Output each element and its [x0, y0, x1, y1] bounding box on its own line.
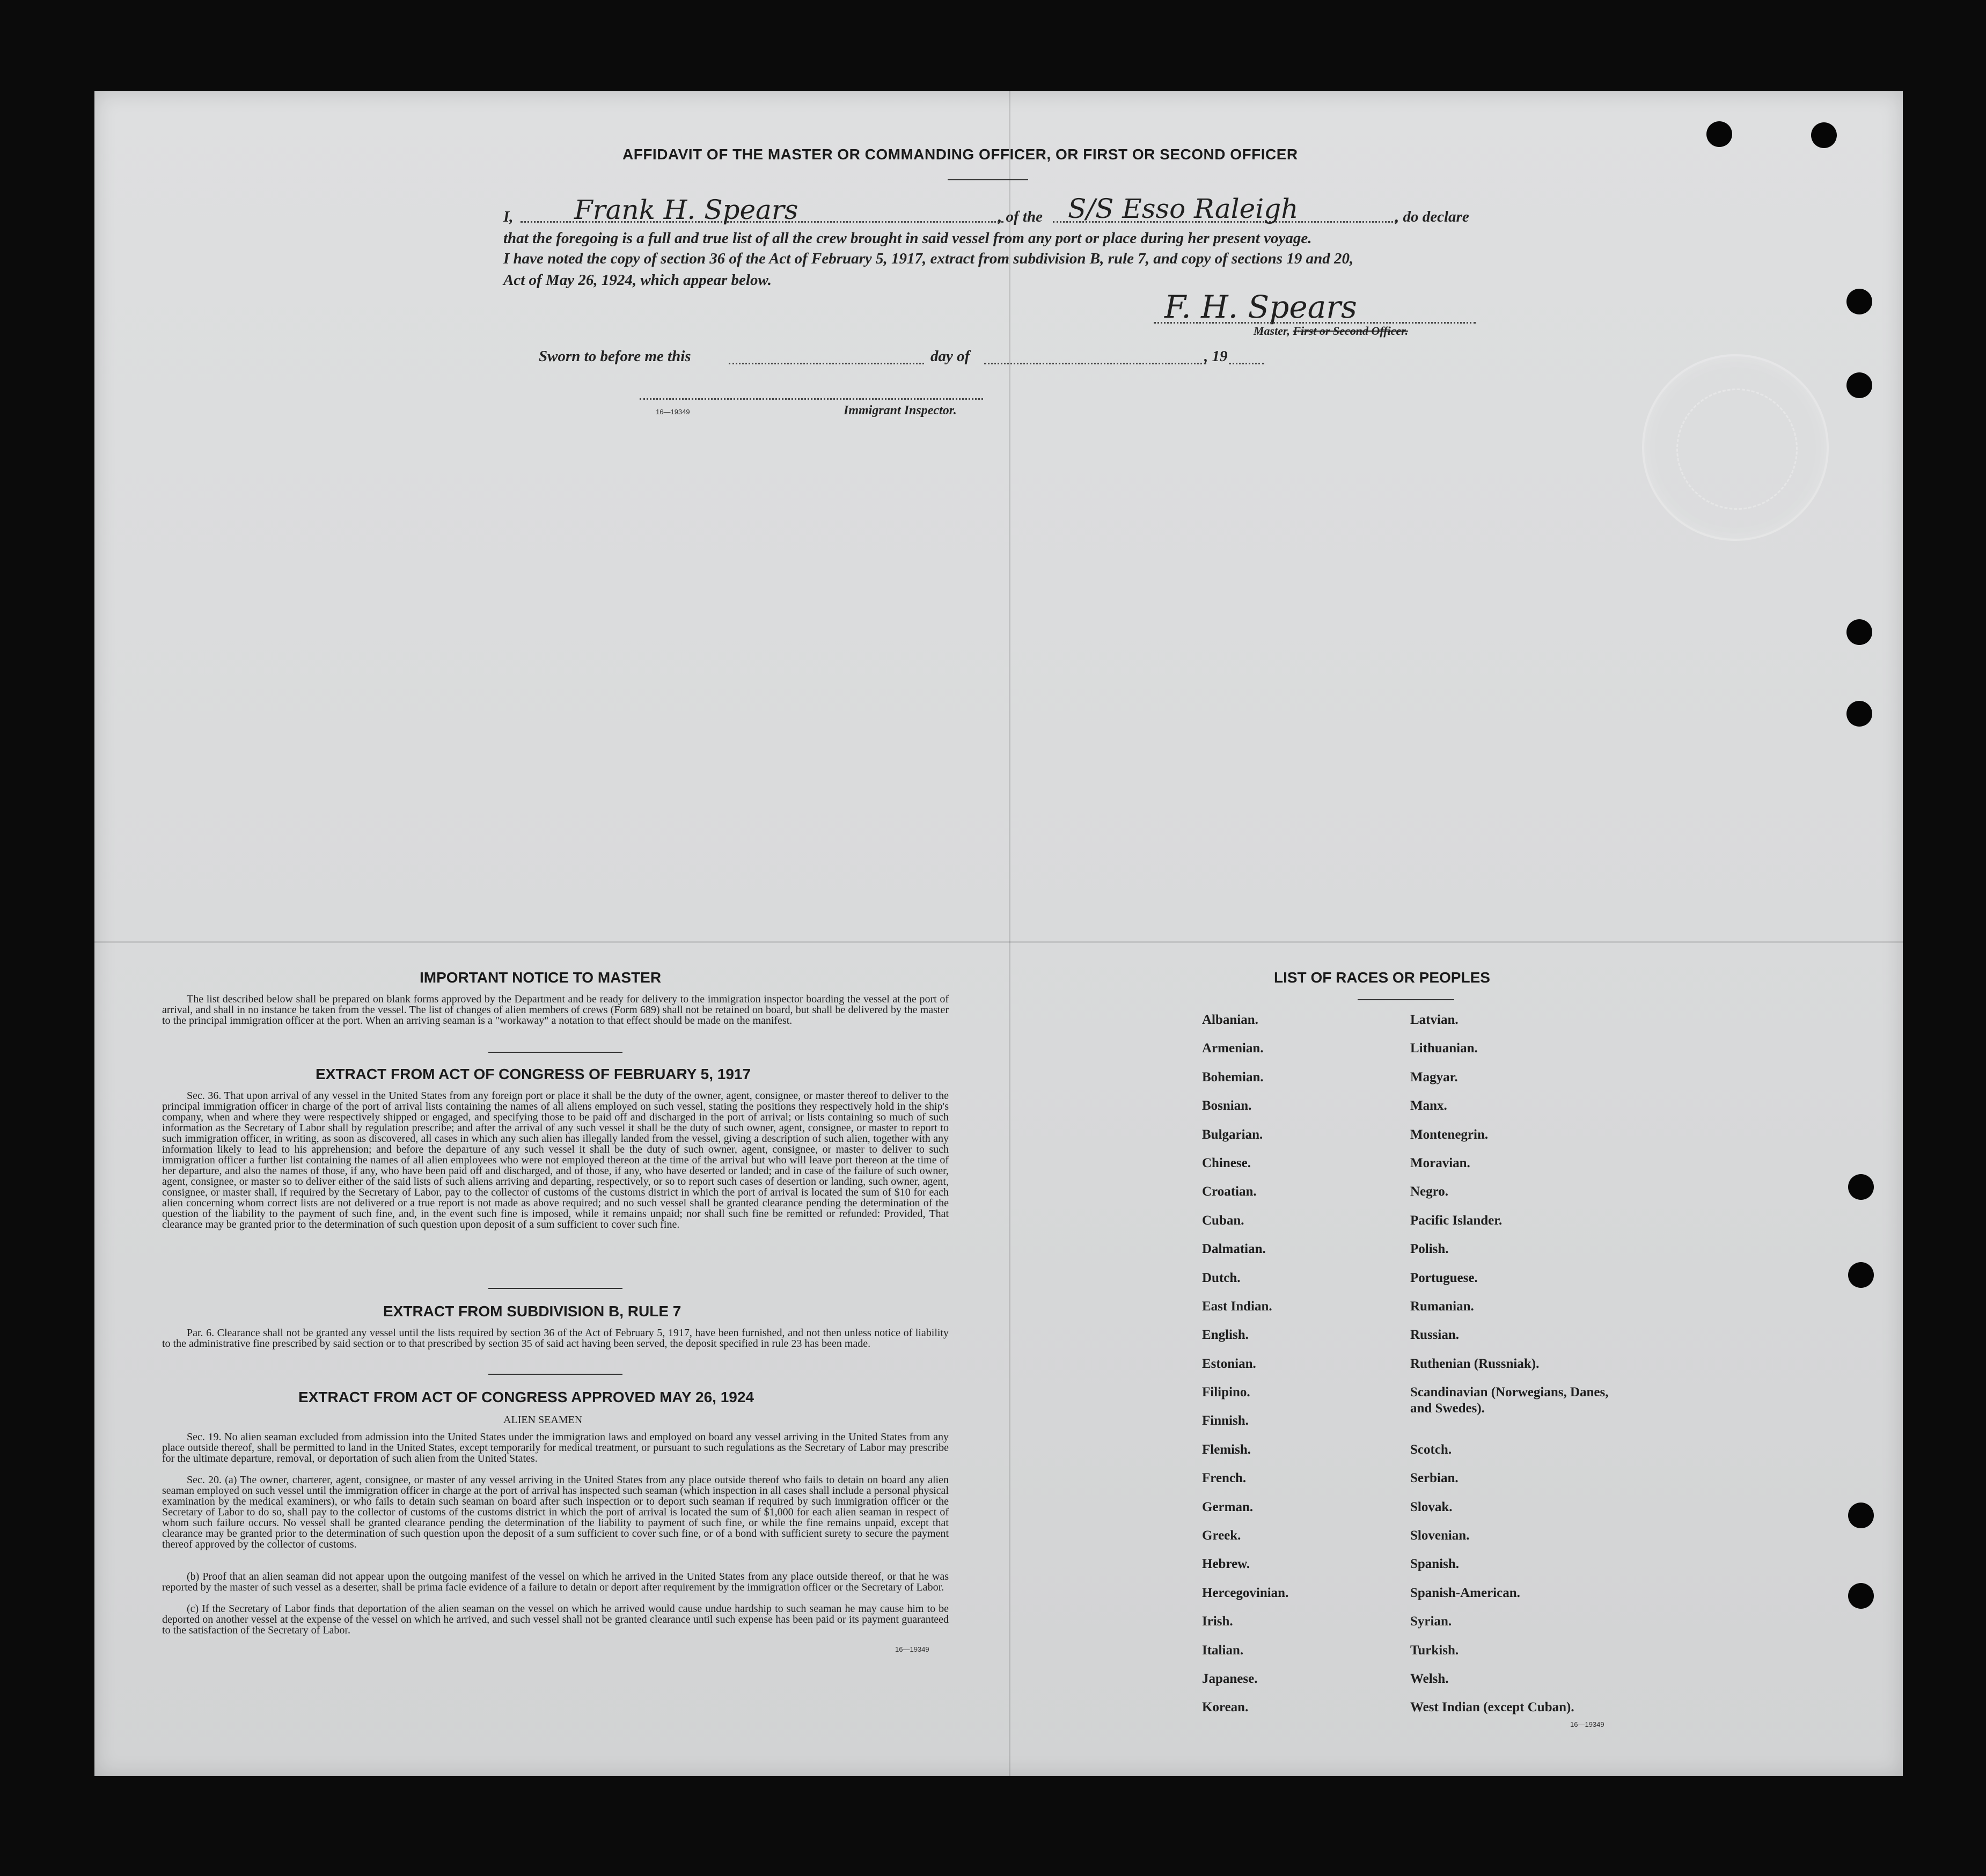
race-item: Scotch. — [1410, 1442, 1452, 1457]
race-item: Serbian. — [1410, 1471, 1459, 1486]
signature: F. H. Spears — [1164, 289, 1357, 325]
race-item: Dutch. — [1202, 1270, 1241, 1285]
race-item: Chinese. — [1202, 1155, 1251, 1170]
race-item: Welsh. — [1410, 1672, 1449, 1686]
race-item: Magyar. — [1410, 1069, 1458, 1084]
affidavit-line4: Act of May 26, 1924, which appear below. — [503, 272, 772, 289]
race-item: Filipino. — [1202, 1385, 1250, 1400]
race-item: Lithuanian. — [1410, 1041, 1478, 1056]
race-item: Cuban. — [1202, 1213, 1244, 1228]
race-item: Syrian. — [1410, 1614, 1452, 1629]
affidavit-line2: that the foregoing is a full and true list of all the crew brought in said vessel from any port or place during her present voyage. — [503, 230, 1312, 247]
signer-name-handwritten: Frank H. Spears — [574, 194, 798, 225]
sworn-day: day of — [930, 348, 970, 365]
race-item: Estonian. — [1202, 1356, 1256, 1371]
race-item: Polish. — [1410, 1242, 1449, 1257]
races-form-number: 16—19349 — [1570, 1720, 1604, 1728]
race-item: Croatian. — [1202, 1184, 1257, 1199]
race-item: Spanish. — [1410, 1557, 1460, 1572]
alien-seamen-subtitle: ALIEN SEAMEN — [503, 1414, 583, 1426]
race-item: Turkish. — [1410, 1643, 1459, 1658]
punch-hole — [1848, 1262, 1874, 1288]
sec-20b-text: (b) Proof that an alien seaman did not appear upon the outgoing manifest of the vessel on which he arrived in the United States from any place outside thereof, or that he was reported by the master of such vessel as a deserter, shall be prima facie evidence of a failure to detain or deport after requirement by the immigration officer or the Secretary of Labor. — [162, 1571, 949, 1593]
master-text: Master, — [1254, 324, 1290, 338]
punch-hole — [1706, 121, 1732, 147]
vessel-name-handwritten: S/S Esso Raleigh — [1068, 193, 1299, 224]
notice-title: IMPORTANT NOTICE TO MASTER — [420, 969, 662, 986]
embossed-seal — [1642, 354, 1829, 541]
race-item: Finnish. — [1202, 1413, 1249, 1428]
punch-hole — [1846, 619, 1872, 645]
race-item: Bohemian. — [1202, 1069, 1264, 1084]
race-item: Greek. — [1202, 1528, 1241, 1543]
subdivision-b-text: Par. 6. Clearance shall not be granted any vessel until the lists required by section 36 of the Act of February 5, 1917, have been furnished, and not then unless notice of liability to the administrative fine prescribed by said section or to that prescribed by section 35 of said act having been served, the deposit specified in rule 23 has been made. — [162, 1327, 949, 1350]
extract-1924-title: EXTRACT FROM ACT OF CONGRESS APPROVED MAY 26, 1924 — [298, 1389, 754, 1405]
races-title: LIST OF RACES OR PEOPLES — [1274, 969, 1490, 986]
race-item: Montenegrin. — [1410, 1127, 1489, 1142]
race-item: Bulgarian. — [1202, 1127, 1263, 1142]
punch-hole — [1811, 122, 1837, 148]
race-item: Irish. — [1202, 1614, 1233, 1629]
race-item: French. — [1202, 1471, 1247, 1486]
race-item: Korean. — [1202, 1700, 1249, 1715]
line1-mid: , of the — [998, 208, 1043, 225]
races-right-column — [1410, 1012, 1636, 1728]
race-item: Japanese. — [1202, 1671, 1258, 1686]
race-item: German. — [1202, 1499, 1254, 1514]
race-item: Pacific Islander. — [1410, 1213, 1503, 1228]
punch-hole — [1848, 1503, 1874, 1528]
race-item: Hebrew. — [1202, 1557, 1250, 1572]
sec-20c-text: (c) If the Secretary of Labor finds that deportation of the alien seaman on the vessel on which he arrived would cause undue hardship to such seaman he may cause him to be deported on another vessel at the expense of the vessel on which he arrived, and such vessel shall not be granted clearance until such expense has been paid or its payment guaranteed to the satisfaction of the Secretary of Labor. — [162, 1603, 949, 1636]
race-item: Slovak. — [1410, 1499, 1453, 1514]
race-item: Rumanian. — [1410, 1299, 1474, 1314]
race-item: Bosnian. — [1202, 1098, 1252, 1113]
inspector-label: Immigrant Inspector. — [844, 404, 957, 417]
officer-struck-text: First or Second Officer. — [1293, 324, 1409, 338]
sec-19-text: Sec. 19. No alien seaman excluded from admission into the United States under the immigration laws and employed on board any vessel arriving in the United States from any place outside thereof, shall be permitted to land in the United States, except temporarily for medical treatment, or pursuant to such regulations as the Secretary of Labor may prescribe for the ultimate departure, removal, or deportation of such alien from the United States. — [162, 1431, 949, 1464]
race-item: Negro. — [1410, 1184, 1449, 1199]
subdivision-b-title: EXTRACT FROM SUBDIVISION B, RULE 7 — [383, 1303, 681, 1320]
horizontal-fold — [94, 941, 1903, 943]
punch-hole — [1848, 1174, 1874, 1200]
sec-20a-text: Sec. 20. (a) The owner, charterer, agent, consignee, or master of any vessel arriving in the United States from any place outside thereof who fails to detain on board any alien seaman employed on such vessel until the immigration officer in charge at the port of arrival has inspected such seaman (which inspection in all cases shall include a personal physical examination by the medical examiners), or who fails to detain such seaman on board after such inspection or to deport such seaman if required by such immigration officer or the Secretary of Labor to do so, shall pay to the collector of customs of the customs district in which the port of arrival is located the sum of $1,000 for each alien seaman in respect of whom such failure occurs. No vessel shall be granted clearance pending the determination of the liability to payment of such fine, or while the fine remains unpaid, except that clearance may be granted prior to the determination of such question upon the deposit of a sum sufficient to cover such fine, or of a bond with sufficient surety to secure the payment thereof approved by the collector of customs. — [162, 1474, 949, 1550]
race-item: Ruthenian (Russniak). — [1410, 1356, 1540, 1371]
race-item: Manx. — [1410, 1098, 1447, 1113]
extract-1917-title: EXTRACT FROM ACT OF CONGRESS OF FEBRUARY 5, 1917 — [316, 1066, 751, 1082]
race-item: Scandinavian (Norwegians, Danes, and Swedes). — [1410, 1385, 1609, 1416]
subdivision-b-rule — [488, 1374, 622, 1375]
race-item: Italian. — [1202, 1643, 1244, 1658]
sworn-month-blank — [984, 363, 1206, 364]
race-item: Dalmatian. — [1202, 1242, 1266, 1257]
race-item: Spanish-American. — [1410, 1585, 1520, 1600]
races-left-column — [1202, 1012, 1374, 1728]
race-item: English. — [1202, 1328, 1249, 1343]
race-item: West Indian (except Cuban). — [1410, 1700, 1574, 1715]
extract-1917-text: Sec. 36. That upon arrival of any vessel in the United States from any foreign port or place it shall be the duty of the owner, agent, consignee, or master thereof to deliver to the principal immigration officer in charge of the port of arrival lists containing the names of all aliens employed on such vessel, stating the positions they respectively hold in the ship's company, when and where they were respectively shipped or engaged, and specifying those to be paid off and discharged in the port of arrival; or lists containing so much of such information as the Secretary of Labor shall by regulation prescribe; and after the arrival of any such vessel it shall be the duty of such owner, agent, consignee, or master to report to such immigration officer, in writing, as soon as discovered, all cases in which any such alien has illegally landed from the vessel, giving a description of such alien, together with any information likely to lead to his apprehension; and before the departure of any such vessel it shall be the duty of such owner, agent, consignee, or master to deliver to such immigration officer a further list containing the names of all alien employees who were not employed thereon at the time of the arrival but who will leave port thereon at the time of her departure, and also the names of those, if any, who have been paid off and discharged, and of those, if any, who have deserted or landed; and in case of the failure of such owner, agent, consignee, or master so to deliver either of the said lists of such aliens arriving and departing, respectively, or so to report such cases of desertion or landing, such owner, agent, consignee, or master shall, if required by the Secretary of Labor, pay to the collector of customs of the customs district in which the port of arrival is located the sum of $10 for each alien concerning whom correct lists are not delivered or a true report is not made as above required; and no such vessel shall be granted clearance pending the determination of the question of the liability to the payment of such fine, and, in the event such fine is imposed, while it remains unpaid; nor shall such fine be remitted or refunded: Provided, That clearance may be granted prior to the determination of such question upon deposit of a sum sufficient to cover such fine. — [162, 1090, 949, 1230]
race-item: Flemish. — [1202, 1442, 1251, 1457]
race-item: East Indian. — [1202, 1299, 1272, 1314]
race-item: Albanian. — [1202, 1013, 1258, 1027]
sworn-date-blank — [729, 363, 924, 364]
punch-hole — [1846, 701, 1872, 727]
race-item: Slovenian. — [1410, 1528, 1470, 1543]
notice-rule — [488, 1052, 622, 1053]
race-item: Latvian. — [1410, 1013, 1459, 1027]
affidavit-title: AFFIDAVIT OF THE MASTER OR COMMANDING OFFICER, OR FIRST OR SECOND OFFICER — [622, 146, 1298, 163]
notice-text: The list described below shall be prepared on blank forms approved by the Department and be ready for delivery to the immigration inspector boarding the vessel at the port of arrival, and shall in no instance be taken from the vessel. The list of changes of alien members of crews (Form 689) shall not be retained on board, but shall be delivered by the master to the principal immigration officer at the port. When an arriving seaman is a "workaway" a notation to that effect should be made on the manifest. — [162, 993, 949, 1027]
vertical-fold — [1009, 91, 1010, 1776]
punch-hole — [1846, 289, 1872, 314]
sworn-year: , 19 — [1204, 348, 1228, 365]
race-item: Hercegovinian. — [1202, 1585, 1289, 1600]
races-rule — [1358, 999, 1454, 1000]
sworn-year-blank — [1229, 363, 1264, 364]
affidavit-line3: I have noted the copy of section 36 of the Act of February 5, 1917, extract from subdivision B, rule 7, and copy of sections 19 and 20, — [503, 250, 1354, 267]
affidavit-line1 — [503, 208, 514, 226]
extract-form-number: 16—19349 — [895, 1645, 929, 1653]
race-item: Moravian. — [1410, 1155, 1470, 1170]
race-item: Portuguese. — [1410, 1270, 1478, 1285]
race-item: Russian. — [1410, 1328, 1460, 1343]
sworn-prefix: Sworn to before me this — [539, 348, 691, 365]
affidavit-form-number: 16—19349 — [656, 408, 690, 416]
signature-line — [1154, 322, 1476, 324]
inspector-line — [640, 398, 983, 400]
punch-hole — [1848, 1583, 1874, 1609]
race-item: Armenian. — [1202, 1041, 1264, 1056]
punch-hole — [1846, 372, 1872, 398]
line1-prefix: I, — [503, 208, 514, 225]
master-label — [1254, 324, 1408, 338]
extract-1917-rule — [488, 1288, 622, 1289]
title-rule — [948, 179, 1028, 180]
line1-suffix: , do declare — [1395, 208, 1469, 225]
